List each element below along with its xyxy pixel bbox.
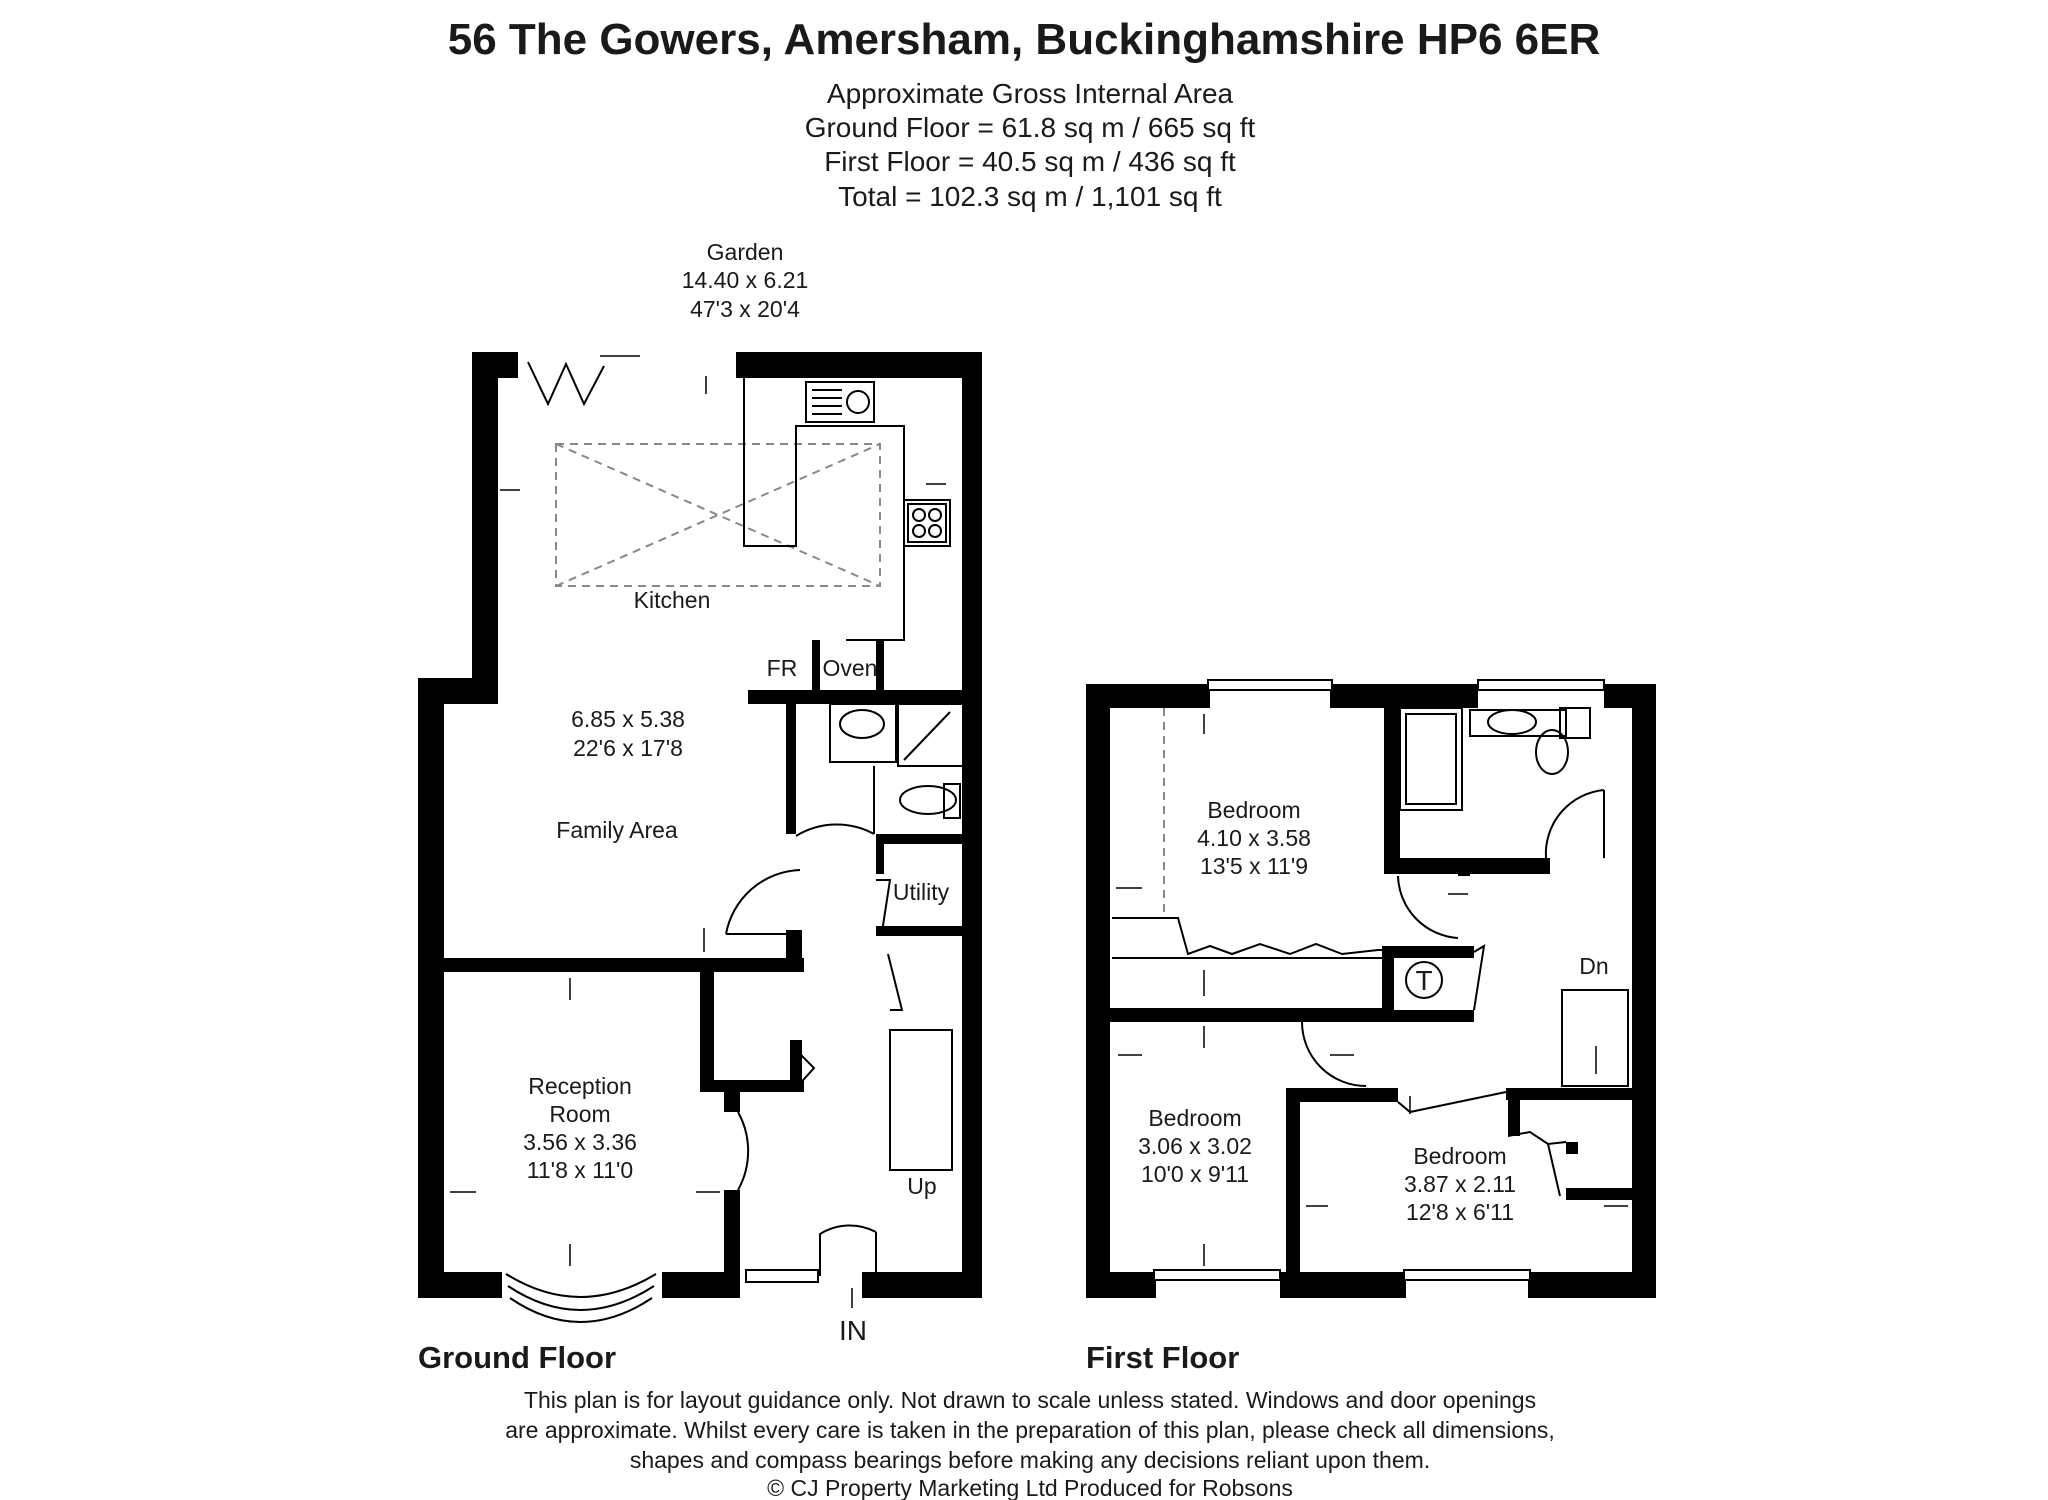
bedroom1-imperial: 13'5 x 11'9 (1199, 853, 1309, 879)
bedroom2-metric: 3.06 x 3.02 (1138, 1133, 1252, 1159)
reception-label-2: Room (549, 1101, 611, 1127)
first-floor-walls (1086, 684, 1656, 1298)
reception-imperial: 11'8 x 11'0 (526, 1157, 634, 1183)
garden-metric: 14.40 x 6.21 (681, 267, 809, 293)
family-area-imperial: 22'6 x 17'8 (573, 735, 683, 761)
disclaimer-line-2: are approximate. Whilst every care is taken in the preparation of this plan, please check all dimensions, (505, 1417, 1555, 1443)
ground-floor-area: Ground Floor = 61.8 sq m / 665 sq ft (804, 112, 1256, 143)
disclaimer-line-1: This plan is for layout guidance only. Not drawn to scale unless stated. Windows and door openings (523, 1387, 1537, 1413)
ground-floor-label: Ground Floor (418, 1340, 617, 1375)
disclaimer-line-3: shapes and compass bearings before making any decisions reliant upon them. (629, 1447, 1431, 1473)
ground-floor-doors (726, 766, 902, 1276)
entrance-label: IN (839, 1315, 867, 1346)
wardrobe-doors-icon (1112, 918, 1384, 954)
family-area-metric: 6.85 x 5.38 (571, 706, 685, 732)
bedroom3-metric: 3.87 x 2.11 (1403, 1171, 1517, 1197)
stairs-down-label: Dn (1579, 953, 1609, 979)
area-heading: Approximate Gross Internal Area (826, 78, 1234, 109)
total-area: Total = 102.3 sq m / 1,101 sq ft (838, 181, 1222, 212)
reception-metric: 3.56 x 3.36 (523, 1129, 637, 1155)
bifold-door-icon (528, 362, 604, 404)
first-floor-windows (1154, 680, 1604, 1280)
ground-floor-walls (418, 352, 982, 1298)
utility-label: Utility (892, 879, 950, 905)
first-floor-label: First Floor (1086, 1340, 1240, 1375)
stairs-up-label: Up (907, 1173, 937, 1199)
wc-fixtures (830, 704, 966, 818)
first-floor-doors (1302, 790, 1604, 1196)
garden-name: Garden (706, 239, 784, 265)
family-area-label: Family Area (556, 817, 678, 843)
garden-imperial: 47'3 x 20'4 (690, 296, 800, 322)
hob-icon (908, 504, 946, 542)
bedroom2-imperial: 10'0 x 9'11 (1140, 1161, 1250, 1187)
bedroom3-name: Bedroom (1413, 1143, 1507, 1169)
kitchen-label: Kitchen (633, 587, 711, 613)
bedroom2-name: Bedroom (1148, 1105, 1242, 1131)
tank-label: T (1415, 965, 1433, 996)
first-floor-area: First Floor = 40.5 sq m / 436 sq ft (824, 146, 1236, 177)
reception-label-1: Reception (528, 1073, 632, 1099)
property-title: 56 The Gowers, Amersham, Buckinghamshire HP6 6ER (447, 15, 1601, 64)
copyright-line: © CJ Property Marketing Ltd Produced for Robsons (767, 1475, 1293, 1500)
bedroom3-imperial: 12'8 x 6'11 (1405, 1199, 1515, 1225)
sink-icon (806, 382, 874, 422)
bathroom-fixtures (1400, 708, 1590, 810)
kitchen-counters (744, 378, 950, 640)
fridge-label: FR (766, 655, 798, 681)
bedroom1-name: Bedroom (1207, 797, 1301, 823)
oven-label: Oven (822, 655, 878, 681)
bedroom1-metric: 4.10 x 3.58 (1197, 825, 1311, 851)
kitchen-island (556, 444, 880, 586)
